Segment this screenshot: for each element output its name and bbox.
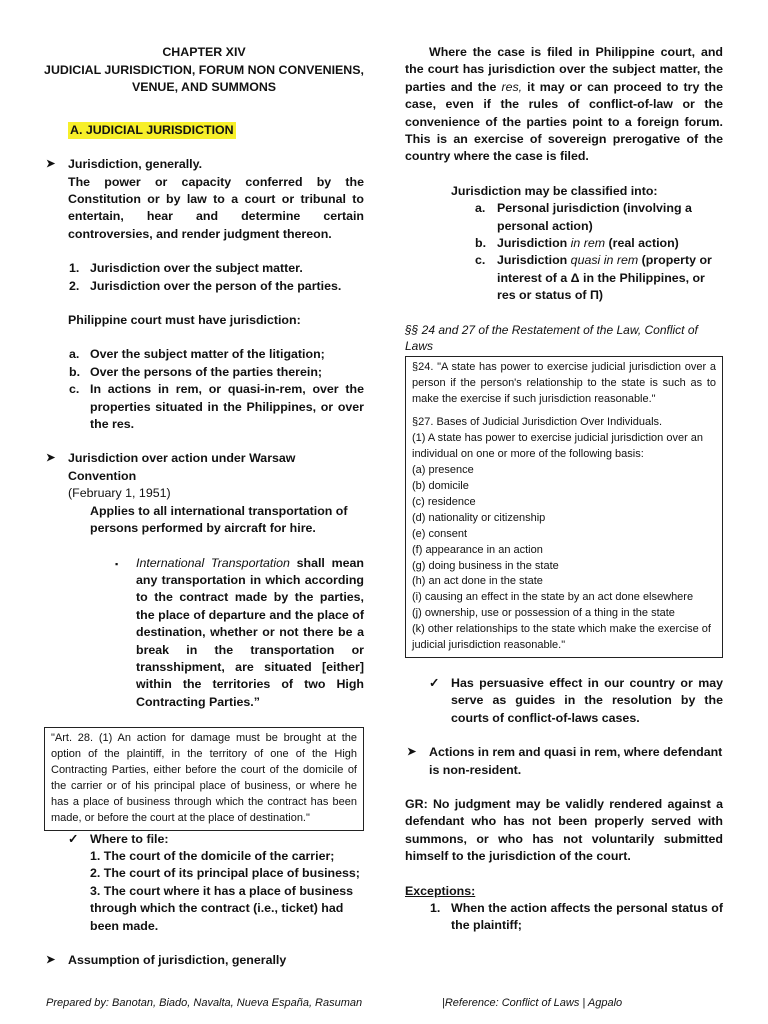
arrow-icon: ➤ (46, 954, 56, 967)
chapter-title-line2: VENUE, AND SUMMONS (131, 80, 277, 95)
list-item: c. In actions in rem, or quasi-in-rem, over the properties situated in the Philippines, or over the res. (69, 382, 364, 432)
list-item: 2. Jurisdiction over the person of the parties. (69, 278, 342, 293)
section-27-heading: §27. Bases of Judicial Jurisdiction Over Individuals. (412, 416, 663, 429)
where-to-file-heading: ✓ Where to file: (44, 831, 364, 848)
section-27-intro: (1) A state has power to exercise judicial jurisdiction over an individual on one or more of the following basis: (412, 432, 704, 461)
persuasive-effect: ✓ Has persuasive effect in our country or may serve as guides in the resolution by the courts of conflict-of-laws cases. (429, 676, 723, 725)
heading-jurisdiction-generally: ➤ Jurisdiction, generally. (44, 156, 364, 173)
exceptions-list (405, 900, 723, 935)
where-to-file-list (44, 848, 364, 935)
list-item: (a) presence (412, 464, 474, 477)
check-icon: ✓ (68, 831, 79, 846)
arrow-icon: ➤ (407, 746, 417, 759)
paragraph-where-case-filed: Where the case is filed in Philippine court, and the court has jurisdiction over the subject matter, the parties and the res, it may or can proceed to try the case, even if the rules of conflict-of-law or the convenience of the parties point to a foreign forum. This is an exercise of sovereign prerogative of the country where the case is filed. (405, 45, 723, 164)
square-bullet-icon: ▪ (115, 558, 119, 569)
paragraph-classified: Jurisdiction may be classified into: (451, 183, 658, 198)
list-item: a. Personal jurisdiction (involving a personal action) (475, 201, 692, 233)
restatement-box (405, 356, 723, 658)
list-item: (k) other relationships to the state which make the exercise of judicial jurisdiction reasonable." (412, 623, 711, 652)
list-jurisdiction-types (44, 260, 364, 295)
list-item: b. Jurisdiction in rem (real action) (475, 236, 679, 251)
paragraph-power: The power or capacity conferred by the Constitution or by law to a court or tribunal to entertain, hear and determine certain controversies, and render judgment thereon. (68, 174, 364, 241)
heading-assumption: ➤ Assumption of jurisdiction, generally (44, 952, 364, 969)
gr-label: GR: (405, 797, 428, 812)
section-24-text: §24. "A state has power to exercise judicial jurisdiction over a person if the person's relationship to the state is such as to make the exercise if such jurisdiction reasonable." (412, 360, 716, 405)
warsaw-date: (February 1, 1951) (68, 486, 171, 501)
left-column (44, 44, 364, 969)
international-transportation-definition: ▪ International Transportation shall mean any transportation in which according to the contract made by the parties, the place of departure and the place of destination, whether or not there be a break in the transportation or transshipment, are situated [either] within the territories of two High Contracting Parties.” (115, 555, 364, 709)
list-item: 1. Jurisdiction over the subject matter. (69, 261, 303, 276)
list-item: 2. The court of its principal place of business; (90, 866, 360, 881)
footer-prepared-by: Prepared by: Banotan, Biado, Navalta, Nueva España, Rasuman (46, 997, 363, 1009)
list-item: 1. The court of the domicile of the carrier; (90, 849, 335, 863)
list-item: 3. The court where it has a place of business through which the contract (i.e., ticket) had been made. (90, 883, 354, 933)
list-item: (d) nationality or citizenship (412, 511, 546, 524)
list-item: (e) consent (412, 527, 468, 540)
article-28-box: "Art. 28. (1) An action for damage must be brought at the option of the plaintiff, in the territory of one of the High Contracting Parties, either before the court of the domicile of the carrier or of his principal place of business, or where he has a place of business through which the contract has been made, or before the court at the place of destination." (44, 727, 364, 830)
chapter-title-line1: JUDICIAL JURISDICTION, FORUM NON CONVENIENS, (44, 62, 364, 77)
list-requirements (44, 346, 364, 433)
heading-actions-in-rem: ➤ Actions in rem and quasi in rem, where defendant is non-resident. (407, 745, 723, 777)
list-item: b. Over the persons of the parties therein; (69, 364, 323, 379)
list-item: (i) causing an effect in the state by an act done elsewhere (412, 591, 694, 604)
list-item: a. Over the subject matter of the litigation; (69, 347, 325, 362)
general-rule: GR: No judgment may be validly rendered against a defendant who has not been properly served with summons, or who has not voluntarily submitted himself to the jurisdiction of the court. (405, 797, 723, 864)
restatement-heading: §§ 24 and 27 of the Restatement of the Law, Conflict of Laws (405, 322, 698, 353)
list-item: (c) residence (412, 495, 476, 508)
right-column (405, 44, 723, 935)
section-27-list (412, 463, 716, 654)
exceptions-heading: Exceptions: (405, 883, 476, 898)
check-icon: ✓ (429, 676, 440, 690)
list-item: (g) doing business in the state (412, 559, 559, 572)
list-item: c. Jurisdiction quasi in rem (property or interest of a Δ in the Philippines, or res or status of Π) (475, 253, 712, 303)
section-a-heading: A. JUDICIAL JURISDICTION (68, 122, 236, 139)
footer-reference: |Reference: Conflict of Laws | Agpalo (442, 997, 623, 1009)
paragraph-applies: Applies to all international transportation of persons performed by aircraft for hire. (90, 503, 348, 536)
classification-list (405, 200, 723, 304)
list-item: (f) appearance in an action (412, 543, 543, 556)
heading-warsaw: ➤ Jurisdiction over action under Warsaw Convention (46, 451, 296, 483)
list-item: (h) an act done in the state (412, 575, 543, 588)
list-item: (j) ownership, use or possession of a thing in the state (412, 607, 675, 620)
paragraph-philippine-court: Philippine court must have jurisdiction: (68, 313, 301, 328)
list-item: 1. When the action affects the personal status of the plaintiff; (430, 901, 723, 933)
arrow-icon: ➤ (46, 158, 56, 171)
list-item: (b) domicile (412, 480, 469, 493)
chapter-number: CHAPTER XIV (162, 45, 246, 59)
arrow-icon: ➤ (46, 452, 56, 465)
